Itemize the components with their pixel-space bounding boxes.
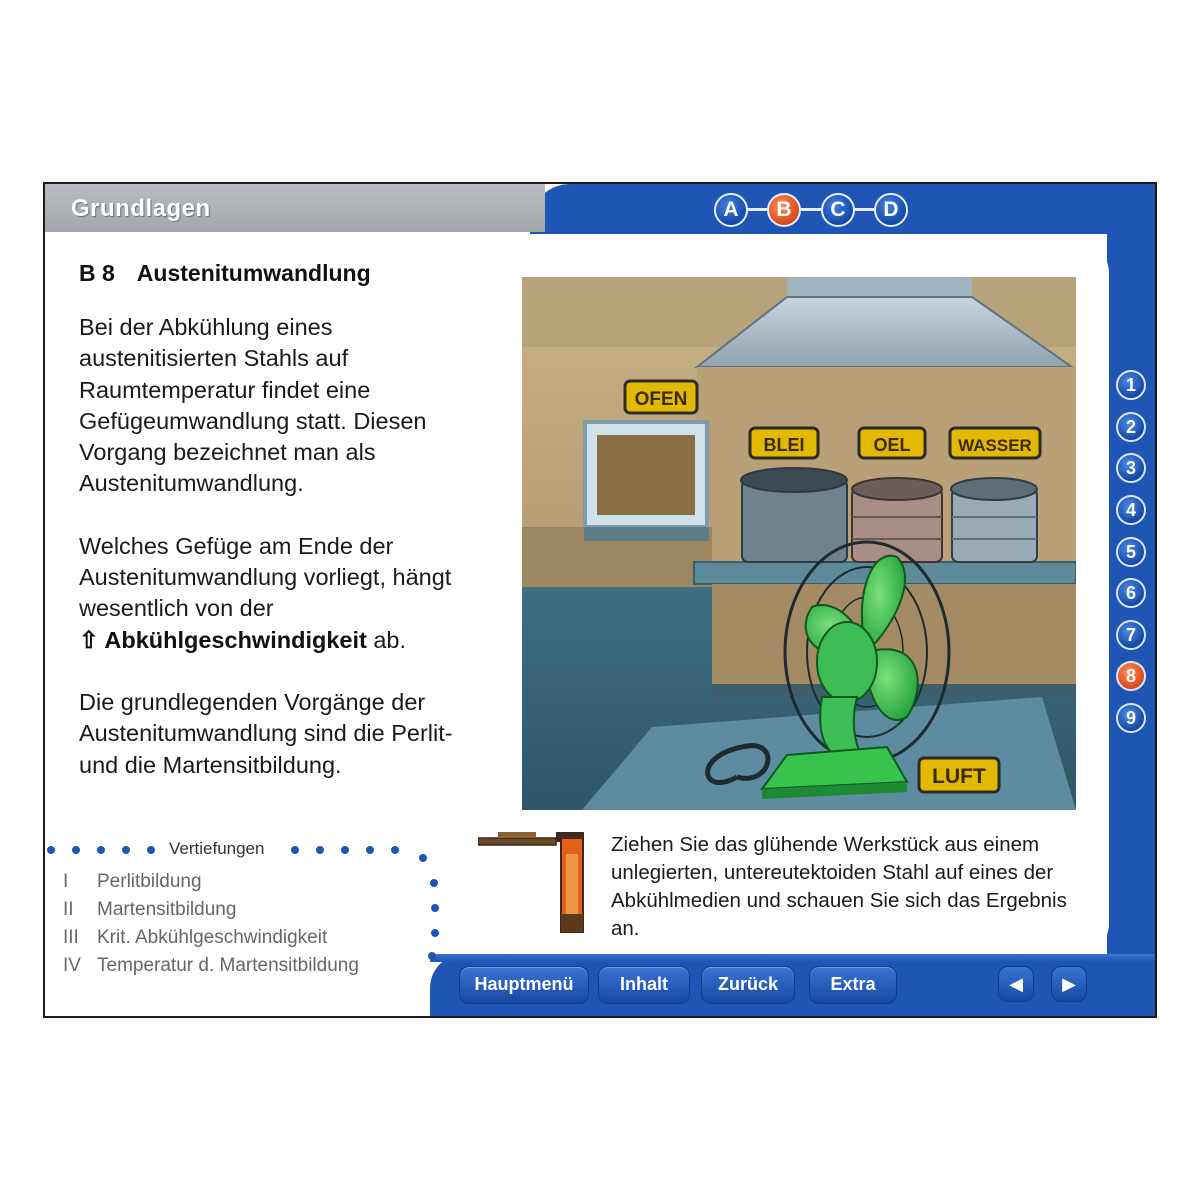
chapter-a-button[interactable]: A xyxy=(714,193,748,227)
abkuehlgeschwindigkeit-link[interactable]: ⇧ Abkühlgeschwindigkeit xyxy=(79,626,367,653)
chapter-b-button[interactable]: B xyxy=(767,193,801,227)
chapter-c-button[interactable]: C xyxy=(821,193,855,227)
page-2-button[interactable]: 2 xyxy=(1116,412,1146,442)
page-heading xyxy=(79,260,371,287)
page-4-button[interactable]: 4 xyxy=(1116,495,1146,525)
svg-text:BLEI: BLEI xyxy=(763,435,805,455)
page-title: Austenitumwandlung xyxy=(136,260,371,286)
vertiefung-item-martensitbildung[interactable]: II Martensitbildung xyxy=(63,899,237,920)
zurueck-button[interactable]: Zurück xyxy=(701,966,795,1004)
page-5-button[interactable]: 5 xyxy=(1116,537,1146,567)
chapter-d-button[interactable]: D xyxy=(874,193,908,227)
paragraph-2: Welches Gefüge am Ende der Austenitumwandlung vorliegt, hängt wesentlich von der ⇧ Abkühlgeschwindigkeit ab. xyxy=(79,532,452,653)
arrow-up-icon: ⇧ xyxy=(79,626,99,653)
page-9-button[interactable]: 9 xyxy=(1116,703,1146,733)
next-arrow-icon[interactable]: ▶ xyxy=(1051,966,1087,1002)
label-luft[interactable] xyxy=(919,758,999,792)
body-text xyxy=(79,312,479,812)
title-bar xyxy=(45,184,545,232)
svg-text:OEL: OEL xyxy=(873,435,911,455)
extra-button[interactable]: Extra xyxy=(809,966,897,1004)
previous-arrow-icon[interactable]: ◀ xyxy=(998,966,1034,1002)
vertiefungen-list xyxy=(63,868,359,980)
label-oel[interactable] xyxy=(859,428,925,458)
lead-pot[interactable] xyxy=(741,468,847,562)
glowing-workpiece[interactable] xyxy=(478,824,598,934)
label-ofen[interactable] xyxy=(625,381,697,413)
label-blei[interactable] xyxy=(750,428,818,458)
page-7-button[interactable]: 7 xyxy=(1116,620,1146,650)
vertiefung-item-krit-abkuehlgeschwindigkeit[interactable]: III Krit. Abkühlgeschwindigkeit xyxy=(63,927,328,948)
page-code: B 8 xyxy=(79,260,115,286)
cooling-media-scene xyxy=(522,277,1076,810)
label-wasser[interactable] xyxy=(950,428,1040,458)
inhalt-button[interactable]: Inhalt xyxy=(598,966,690,1004)
water-pot[interactable] xyxy=(951,478,1037,562)
vertiefungen-title: Vertiefungen xyxy=(169,839,265,858)
page-1-button[interactable]: 1 xyxy=(1116,370,1146,400)
paragraph-3: Die grundlegenden Vorgänge der Austenitumwandlung sind die Perlit- und die Martensitbildung. xyxy=(79,688,453,778)
instruction-caption: Ziehen Sie das glühende Werkstück aus einem unlegierten, untereutektoiden Stahl auf eines der Abkühlmedien und schauen Sie sich das Ergebnis an. xyxy=(611,833,1067,940)
svg-text:LUFT: LUFT xyxy=(932,765,986,788)
page-3-button[interactable]: 3 xyxy=(1116,453,1146,483)
hood-duct xyxy=(787,277,972,297)
svg-text:OFEN: OFEN xyxy=(634,389,688,410)
tongs-icon xyxy=(478,838,556,845)
svg-text:WASSER: WASSER xyxy=(958,436,1032,455)
vertiefung-item-perlitbildung[interactable]: I Perlitbildung xyxy=(63,871,202,892)
hauptmenu-button[interactable]: Hauptmenü xyxy=(459,966,589,1004)
section-title: Grundlagen xyxy=(71,195,211,222)
page-8-button[interactable]: 8 xyxy=(1116,661,1146,691)
paragraph-1: Bei der Abkühlung eines austenitisierten Stahls auf Raumtemperatur findet eine Gefügeumwandlung statt. Diesen Vorgang bezeichnet man als Austenitumwandlung. xyxy=(79,314,427,497)
vertiefung-item-temperatur-martensitbildung[interactable]: IV Temperatur d. Martensitbildung xyxy=(63,955,359,976)
app-window xyxy=(43,182,1157,1018)
page-6-button[interactable]: 6 xyxy=(1116,578,1146,608)
